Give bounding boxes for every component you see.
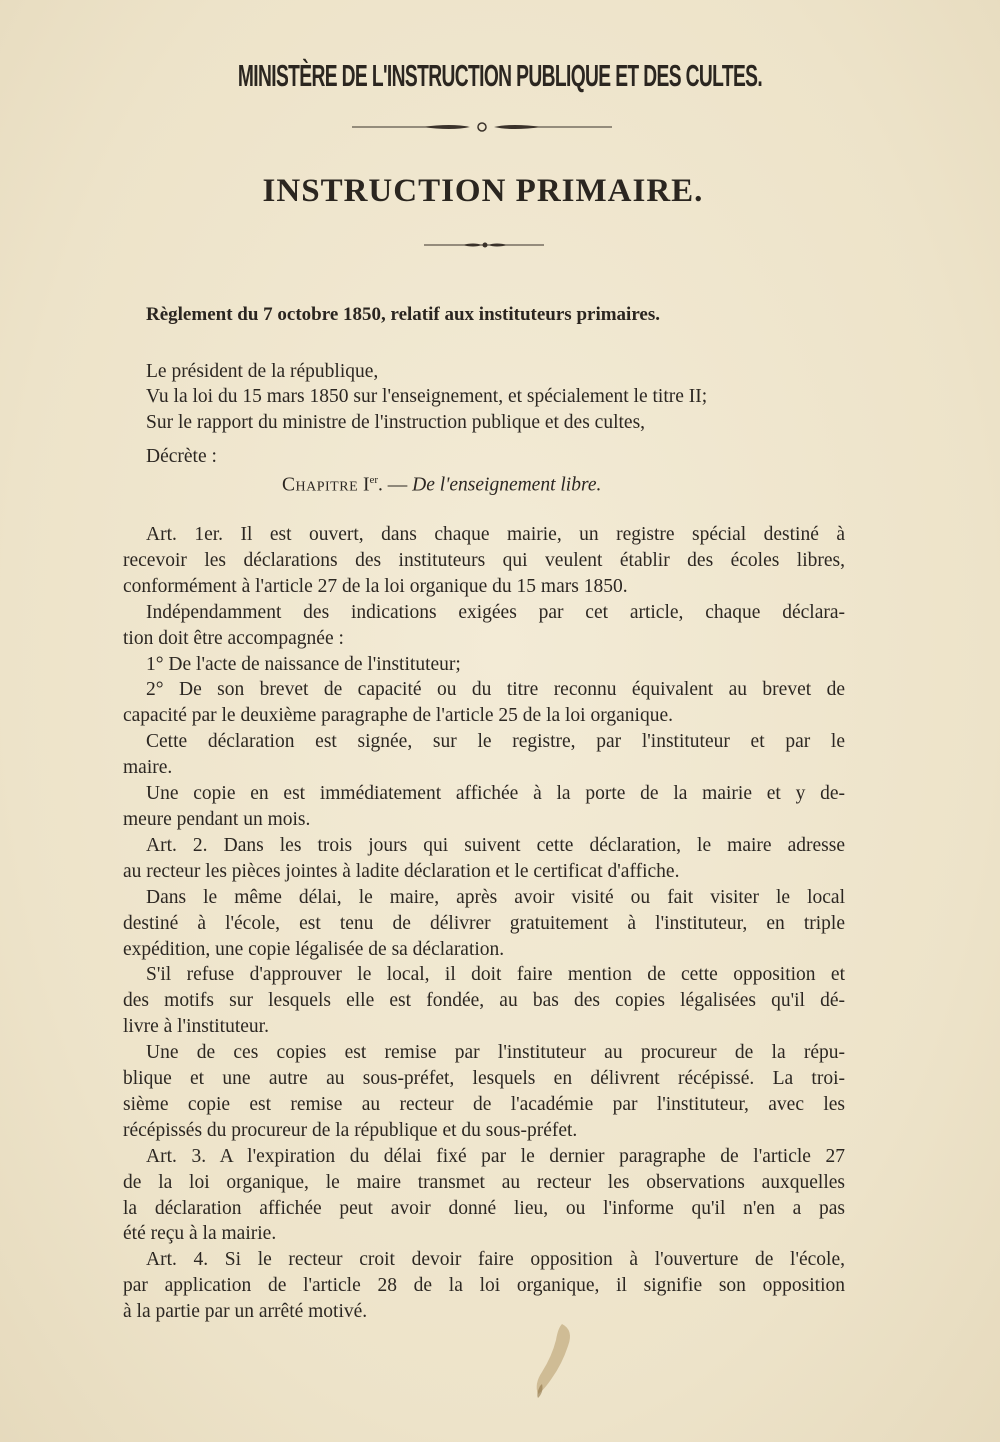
body-line: de la loi organique, le maire transmet au recteur les observations auxquelles [123, 1171, 845, 1193]
body-line: 2° De son brevet de capacité ou du titre reconnu équivalent au brevet de [146, 679, 845, 701]
body-line: tion doit être accompagnée : [123, 627, 344, 649]
body-line: Art. 3. A l'expiration du délai fixé par le dernier paragraphe de l'article 27 [146, 1145, 845, 1167]
body-line: Dans le même délai, le maire, après avoir visité ou fait visiter le local [146, 886, 845, 908]
body-line: sième copie est remise au recteur de l'académie par l'instituteur, avec les [123, 1093, 845, 1115]
body-line: des motifs sur lesquels elle est fondée, au bas des copies légalisées qu'il dé- [123, 990, 845, 1012]
body-line: conformément à l'article 27 de la loi organique du 15 mars 1850. [123, 575, 628, 597]
body-line: la déclaration affichée peut avoir donné lieu, ou l'informe qu'il n'en a pas [123, 1197, 845, 1219]
intro-line: Vu la loi du 15 mars 1850 sur l'enseignement, et spécialement le titre II; [146, 386, 708, 407]
chapter-number: I [363, 474, 370, 496]
body-line: maire. [123, 757, 173, 779]
chapter-separator: . — [378, 474, 408, 496]
intro-line: Sur le rapport du ministre de l'instruction publique et des cultes, [146, 412, 646, 433]
document-title: Règlement du 7 octobre 1850, relatif aux instituteurs primaires. [146, 304, 661, 325]
body-line: meure pendant un mois. [123, 808, 311, 830]
ornament-rule-small [424, 240, 544, 250]
chapter-number-sup: er [369, 474, 379, 486]
chapter-title: De l'enseignement libre. [412, 474, 602, 496]
intro-line: Le président de la république, [146, 361, 379, 382]
body-line: récépissés du procureur de la république et du sous-préfet. [123, 1119, 578, 1141]
body-line: été reçu à la mairie. [123, 1223, 277, 1245]
body-line: livre à l'instituteur. [123, 1016, 269, 1038]
ink-stain [522, 1320, 592, 1400]
ornament-rule-top [352, 121, 612, 133]
body-line: destiné à l'école, est tenu de délivrer gratuitement à l'instituteur, en triple [123, 912, 845, 934]
body-line: recevoir les déclarations des instituteurs qui veulent établir des écoles libres, [123, 549, 845, 571]
body-line: Art. 1er. Il est ouvert, dans chaque mairie, un registre spécial destiné à [146, 524, 845, 545]
body-line: Une copie en est immédiatement affichée à la porte de la mairie et y de- [146, 783, 845, 805]
body-line: Art. 2. Dans les trois jours qui suivent cette déclaration, le maire adresse [146, 834, 845, 856]
intro-line: Décrète : [146, 446, 217, 467]
body-line: Indépendamment des indications exigées par cet article, chaque déclara- [146, 601, 845, 623]
body-line: expédition, une copie légalisée de sa déclaration. [123, 938, 505, 960]
body-line: par application de l'article 28 de la loi organique, il signifie son opposition [123, 1275, 845, 1297]
body-line: blique et une autre au sous-préfet, lesquels en délivrent récépissé. La troi- [123, 1068, 845, 1090]
ministry-header: MINISTÈRE DE L'INSTRUCTION PUBLIQUE ET DES CULTES. [237, 58, 763, 93]
body-line: à la partie par un arrêté motivé. [123, 1301, 368, 1323]
body-line: Art. 4. Si le recteur croit devoir faire opposition à l'ouverture de l'école, [146, 1249, 845, 1271]
article-body [123, 522, 845, 1325]
body-line: Une de ces copies est remise par l'instituteur au procureur de la répu- [146, 1042, 845, 1064]
chapter-label: Chapitre [282, 474, 359, 496]
body-line: 1° De l'acte de naissance de l'instituteur; [146, 653, 461, 675]
chapter-heading [282, 474, 601, 497]
body-line: capacité par le deuxième paragraphe de l'article 25 de la loi organique. [123, 705, 673, 727]
body-line: au recteur les pièces jointes à ladite déclaration et le certificat d'affiche. [123, 860, 680, 882]
section-title: INSTRUCTION PRIMAIRE. [262, 173, 704, 209]
body-line: Cette déclaration est signée, sur le registre, par l'instituteur et par le [146, 731, 845, 753]
body-line: S'il refuse d'approuver le local, il doit faire mention de cette opposition et [146, 964, 845, 986]
